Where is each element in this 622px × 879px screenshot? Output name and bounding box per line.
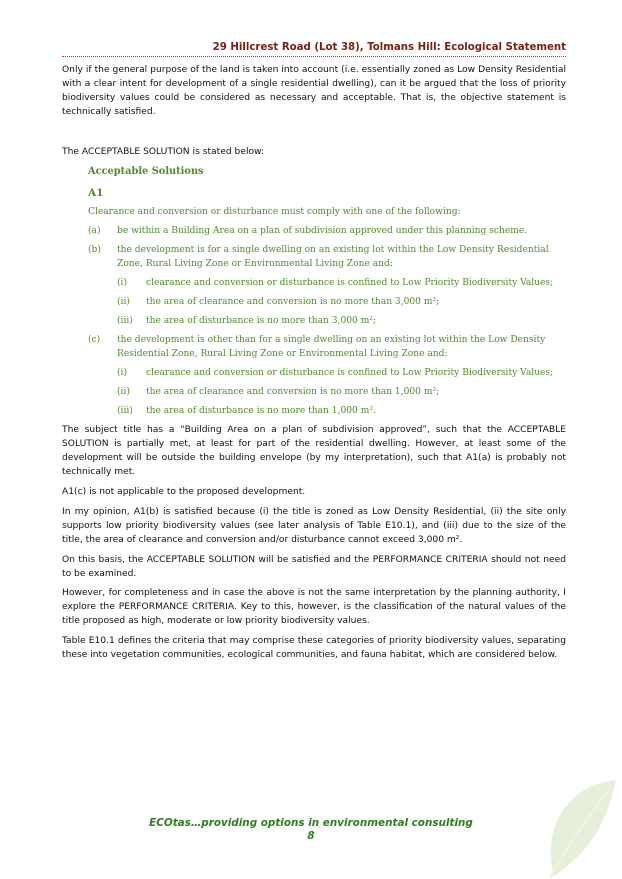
paragraph-building-area: The subject title has a “Building Area on a plan of subdivision approved”, such that the ACCEPTABLE SOLUTION is partially met, at least for part of the residential dwelling. However, at least some of the development will be outside the building envelope (by my interpretation), such that A1(a) is probably not technically met.: [62, 425, 566, 478]
intro-paragraph: Only if the general purpose of the land is taken into account (i.e. essentially zoned as Low Density Residential with a clear intent for development of a single residential dwelling), can it be argued that the loss of priority biodiversity values could be considered as necessary and acceptable. That is, the objective statement is technically satisfied.: [62, 65, 566, 117]
sub-item-text: the area of clearance and conversion is no more than 3,000 m²;: [146, 296, 440, 307]
page-number: 8: [307, 830, 315, 842]
list-item-a: [88, 225, 566, 238]
paragraph-table-e10-1: Table E10.1 defines the criteria that may comprise these categories of priority biodiversity values, separating these into vegetation communities, ecological communities, and fauna habitat, which are considered below.: [62, 636, 566, 661]
acceptable-solutions-quote: [88, 165, 566, 419]
acceptable-solution-lead: The ACCEPTABLE SOLUTION is stated below:: [62, 146, 265, 157]
sub-item: [117, 405, 566, 418]
sub-item-number: (iii): [117, 316, 133, 327]
document-title: 29 Hillcrest Road (Lot 38), Tolmans Hill: Ecological Statement: [212, 42, 566, 53]
sub-item-number: (i): [117, 277, 128, 288]
paragraph-conclusion: On this basis, the ACCEPTABLE SOLUTION will be satisfied and the PERFORMANCE CRITERIA should not need to be examined.: [62, 554, 566, 579]
sub-item-text: the area of disturbance is no more than 3,000 m²;: [146, 316, 377, 327]
list-item-number: (a): [88, 226, 101, 237]
paragraph-performance-criteria: However, for completeness and in case the above is not the same interpretation by the planning authority, I explore the PERFORMANCE CRITERIA. Key to this, however, is the classification of the natural values of the title proposed as high, moderate or low priority biodiversity values.: [62, 588, 566, 627]
sub-item-text: the area of clearance and conversion is no more than 1,000 m²;: [146, 386, 440, 397]
page-footer: [0, 817, 622, 843]
footer-tagline: ECOtas…providing options in environmental consulting: [149, 817, 473, 829]
list-item-b: [88, 244, 566, 328]
paragraph-a1b-opinion: In my opinion, A1(b) is satisfied because (i) the title is zoned as Low Density Residential, (ii) the site only supports low priority biodiversity values (see later analysis of Table E10.1), and (iii) due to the size of the title, the area of clearance and conversion and/or disturbance cannot exceed 3,000 m².: [62, 506, 566, 545]
sub-item: [117, 386, 566, 399]
quote-code: A1: [88, 186, 104, 199]
list-item-text: be within a Building Area on a plan of subdivision approved under this planning scheme.: [117, 226, 528, 237]
sub-item-text: the area of disturbance is no more than 1,000 m².: [146, 406, 376, 417]
list-item-text: the development is for a single dwelling on an existing lot within the Low Density Residential Zone, Rural Living Zone or Environmental Living Zone and:: [117, 245, 549, 269]
sub-item: [117, 315, 566, 328]
sub-item-number: (i): [117, 367, 128, 378]
sub-item-number: (ii): [117, 296, 130, 307]
paragraph-a1c: A1(c) is not applicable to the proposed development.: [62, 487, 306, 497]
list-item-number: (b): [88, 245, 101, 256]
sub-item-text: clearance and conversion or disturbance is confined to Low Priority Biodiversity Values;: [146, 367, 554, 378]
sub-item: [117, 296, 566, 309]
page-content: [62, 64, 566, 663]
page-header: [62, 42, 566, 57]
sub-item-number: (ii): [117, 386, 130, 397]
quote-heading: Acceptable Solutions: [88, 165, 204, 177]
sub-item-text: clearance and conversion or disturbance is confined to Low Priority Biodiversity Values;: [146, 277, 554, 288]
quote-intro: Clearance and conversion or disturbance must comply with one of the following:: [88, 206, 461, 217]
sub-item: [117, 367, 566, 380]
sub-item-number: (iii): [117, 406, 133, 417]
sub-item: [117, 277, 566, 290]
list-item-text: the development is other than for a single dwelling on an existing lot within the Low Density Residential Zone, Rural Living Zone or Environmental Living Zone and:: [117, 335, 546, 359]
list-item-number: (c): [88, 335, 101, 346]
list-item-c: [88, 334, 566, 418]
